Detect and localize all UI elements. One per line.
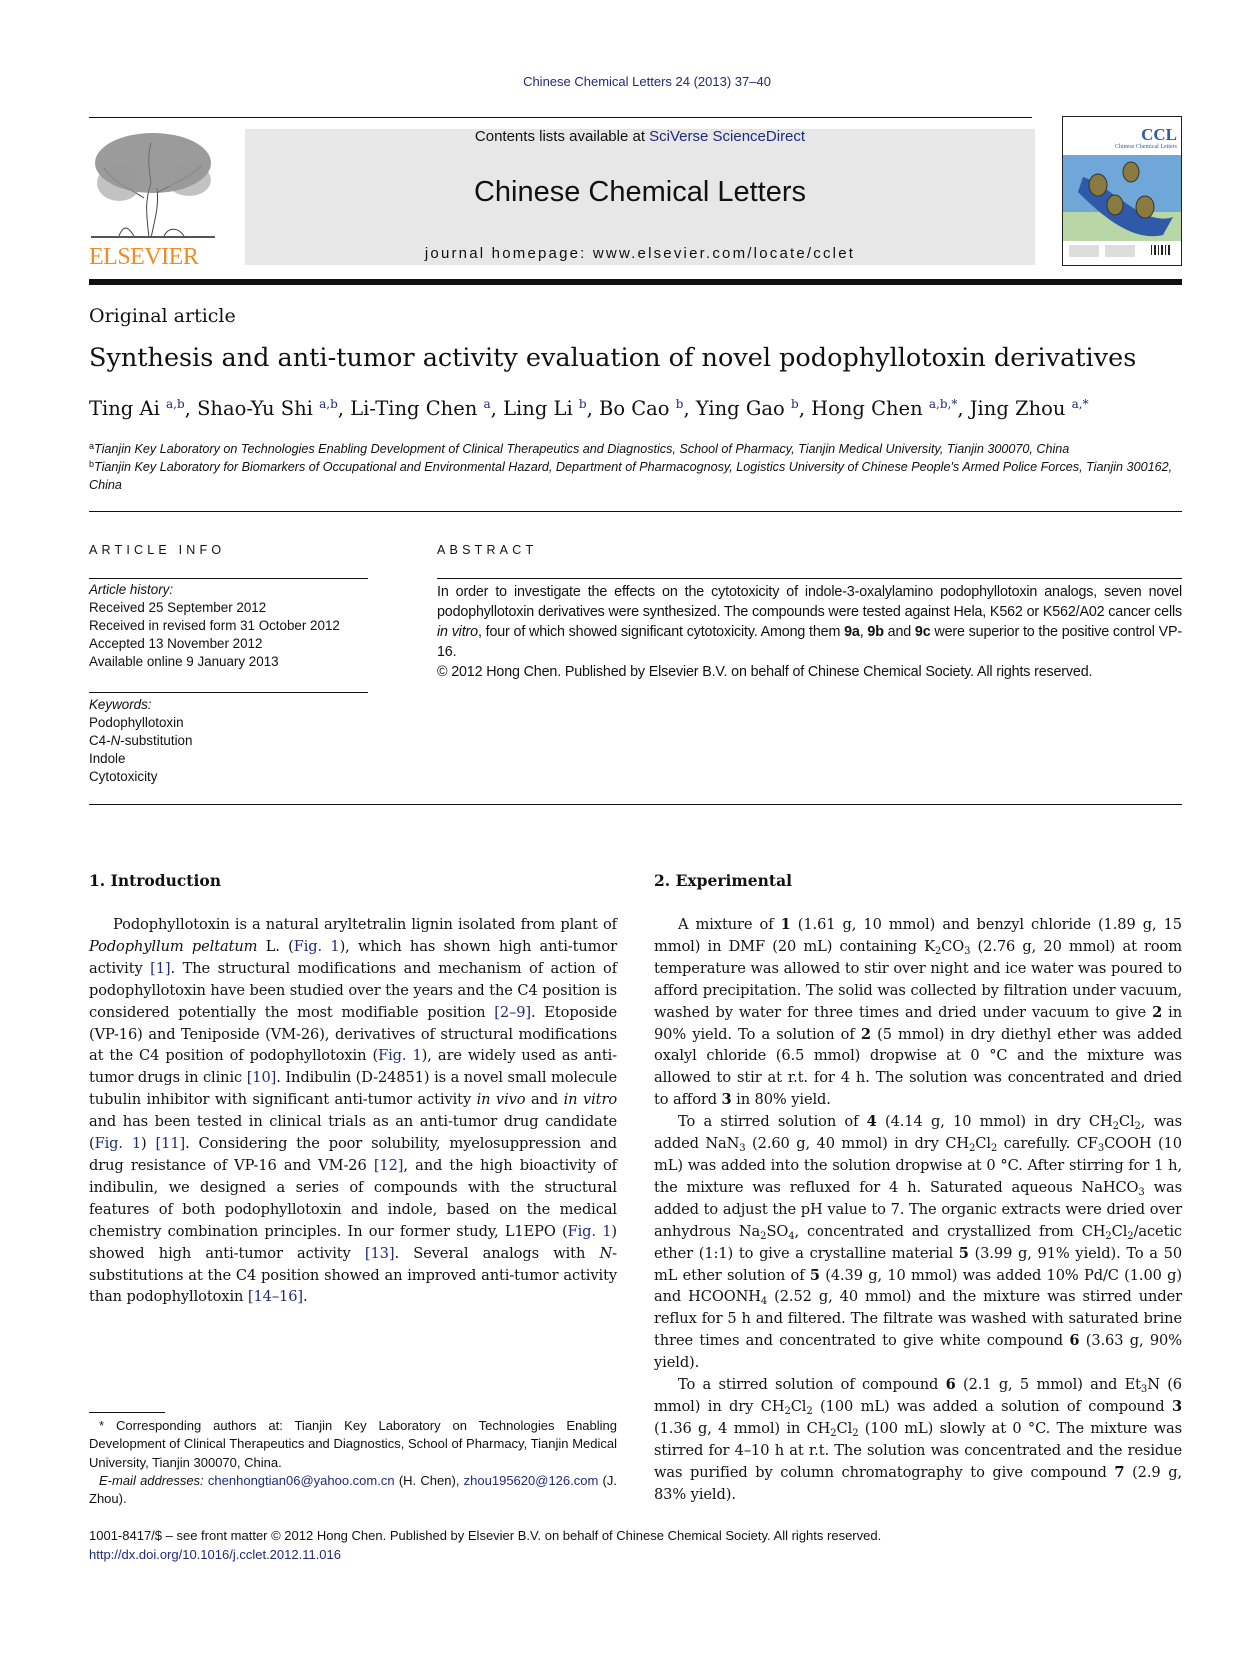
text-run: In order to investigate the effects on the cytotoxicity of indole-3-oxalylamino podophyllotoxin analogs, seven novel podophyllotoxin derivatives were synthesized. The compounds were tested against Hela, K562 or K562/A02 cancer cells xyxy=(437,584,1182,620)
text-run: ), are widely used as anti-tumor drugs in clinic xyxy=(89,1047,617,1087)
citation-link[interactable]: Fig. 1 xyxy=(293,937,340,955)
text-run: 2 xyxy=(806,1405,813,1417)
text-run: in vitro xyxy=(563,1091,618,1109)
elsevier-wordmark: ELSEVIER xyxy=(89,244,199,270)
citation-link[interactable]: [1] xyxy=(150,959,171,977)
text-run: N xyxy=(599,1244,613,1262)
text-run: N (6 mmol) in dry CH xyxy=(654,1376,1182,1415)
keywords xyxy=(89,696,192,786)
text-run: 2 xyxy=(1127,1230,1134,1242)
citation-link[interactable]: [11] xyxy=(155,1135,186,1153)
text-run: Podophyllum peltatum xyxy=(89,937,258,955)
text-run: 3 xyxy=(1097,1143,1105,1155)
text-run: and has been tested in clinical trials as an anti-tumor drug candidate ( xyxy=(89,1113,617,1153)
contents-prefix: Contents lists available at xyxy=(474,128,650,145)
text-run: 5 xyxy=(958,1244,969,1262)
author-name: Hong Chen xyxy=(811,397,929,420)
abstract-copyright: © 2012 Hong Chen. Published by Elsevier B.V. on behalf of Chinese Chemical Society. All rights reserved. xyxy=(437,664,1093,680)
text-run: 4 xyxy=(788,1230,795,1242)
text-run: CO xyxy=(941,937,965,955)
article-title: Synthesis and anti-tumor activity evaluation of novel podophyllotoxin derivatives xyxy=(89,343,1137,373)
text-run: 9a xyxy=(844,624,860,640)
article-history xyxy=(89,581,340,671)
text-run: 9b xyxy=(867,624,884,640)
citation-link[interactable]: Fig. 1 xyxy=(378,1047,422,1065)
text-run: Cl xyxy=(975,1135,991,1153)
keyword: Podophyllotoxin xyxy=(89,715,184,731)
keyword: Indole xyxy=(89,751,126,767)
text-run: (2.1 g, 5 mmol) and Et xyxy=(955,1376,1141,1394)
introduction-body xyxy=(89,914,617,1308)
text-run: (2.76 g, 20 mmol) at room temperature was allowed to stir over night and ice water was poured to afford precipitation. The solid was collected by filtration under vacuum, washed by water for three times and dried under vacuum to give xyxy=(654,937,1183,1021)
paragraph xyxy=(654,1111,1182,1374)
author-name: Jing Zhou xyxy=(969,397,1072,420)
citation-link[interactable]: [12] xyxy=(373,1156,404,1174)
text-run: 3 xyxy=(964,945,971,957)
author-separator: , xyxy=(337,397,351,420)
divider xyxy=(89,804,1182,805)
text-run: 7 xyxy=(1114,1463,1125,1481)
sciencedirect-link[interactable]: SciVerse ScienceDirect xyxy=(649,128,806,145)
citation-link[interactable]: [14–16] xyxy=(247,1288,303,1306)
text-run: (4.14 g, 10 mmol) in dry CH xyxy=(876,1113,1113,1131)
divider xyxy=(437,578,1182,579)
text-run: 5 xyxy=(809,1266,820,1284)
author-affiliation-mark[interactable]: a xyxy=(483,397,491,411)
author-affiliation-mark[interactable]: b xyxy=(791,397,799,411)
footnote-rule xyxy=(89,1412,165,1413)
text-run: Podophyllotoxin is a natural aryltetralin lignin isolated from plant of xyxy=(113,916,617,933)
paragraph xyxy=(89,914,617,1308)
text-run: , was added NaN xyxy=(654,1113,1182,1153)
text-run: (5 mmol) in dry diethyl ether was added oxalyl chloride (6.5 mmol) dropwise at 0 °C and the mixture was allowed to stir at r.t. for 4 h. The solution was concentrated and dried to afford xyxy=(654,1025,1182,1109)
history-received: Received 25 September 2012 xyxy=(89,600,267,616)
affiliation-b xyxy=(89,455,1184,494)
email-addresses xyxy=(89,1472,617,1509)
text-run: (H. Chen), xyxy=(394,1472,464,1488)
paragraph xyxy=(654,914,1182,1111)
experimental-body xyxy=(654,914,1182,1505)
divider xyxy=(89,578,368,579)
text-run: Cl xyxy=(836,1419,853,1437)
abstract-heading: ABSTRACT xyxy=(437,543,538,557)
affiliation-text: Tianjin Key Laboratory on Technologies Enabling Development of Clinical Therapeutics and Diagnostics, School of Pharmacy, Tianjin Medical University, Tianjin 300070, China xyxy=(94,442,1070,456)
text-run: E-mail addresses: xyxy=(99,1472,208,1488)
text-run: 2 xyxy=(830,1427,837,1439)
author-affiliation-mark[interactable]: a,b xyxy=(166,397,185,411)
author-name: Ting Ai xyxy=(89,397,167,420)
history-online: Available online 9 January 2013 xyxy=(89,654,279,670)
journal-cover-thumbnail xyxy=(1062,116,1182,266)
text-run: 2 xyxy=(784,1405,791,1417)
text-run: /acetic ether (1:1) to give a crystalline material xyxy=(654,1222,1182,1262)
page-footer xyxy=(89,1526,881,1564)
text-run: in vitro xyxy=(437,624,478,640)
text-run: (4.39 g, 10 mmol) was added 10% Pd/C (1.00 g) and HCOONH xyxy=(654,1266,1182,1306)
author-separator: , xyxy=(586,397,599,420)
author-name: Li-Ting Chen xyxy=(350,397,484,420)
citation-link[interactable]: [2–9] xyxy=(494,1003,532,1021)
text-run: 3 xyxy=(1140,1384,1148,1396)
citation-link[interactable]: [13] xyxy=(364,1244,395,1262)
text-run: 2 xyxy=(969,1143,976,1155)
author-list xyxy=(89,397,1089,420)
keywords-label: Keywords: xyxy=(89,697,152,712)
text-run: were superior to the positive control VP-16. xyxy=(437,624,1182,660)
text-run: Cl xyxy=(1118,1113,1135,1131)
text-run: -substitutions at the C4 position showed an improved anti-tumor activity than podophyllotoxin xyxy=(89,1244,617,1306)
article-type: Original article xyxy=(89,305,236,327)
text-run: 3 xyxy=(1171,1397,1183,1415)
text-run: (2.52 g, 40 mmol) and the mixture was stirred under reflux for 5 h and filtered. The filtrate was washed with saturated brine three times and concentrated to give white compound xyxy=(654,1288,1182,1350)
text-run: , and the high bioactivity of indibulin, we designed a series of compounds with the structural features of both podophyllotoxin and indole, based on the medical chemistry combination principles. In our former study, L1EPO ( xyxy=(89,1156,617,1240)
text-run: 2 xyxy=(1152,1003,1163,1021)
text-run: 6 xyxy=(945,1376,956,1394)
text-run: ), which has shown high anti-tumor activity xyxy=(89,937,617,977)
keyword: C4-N-substitution xyxy=(89,733,193,749)
author-separator: , xyxy=(683,397,696,420)
text-run: . Indibulin (D-24851) is a novel small molecule tubulin inhibitor with significant anti-tumor activity xyxy=(89,1069,617,1109)
journal-title: Chinese Chemical Letters xyxy=(473,176,807,208)
text-run: 2 xyxy=(1134,1121,1141,1133)
affiliation-mark: a xyxy=(89,441,95,451)
author-name: Bo Cao xyxy=(598,397,676,420)
footnote xyxy=(89,1417,617,1508)
author-separator: , xyxy=(957,397,970,420)
text-run: 1 xyxy=(780,916,791,933)
text-run: 3 xyxy=(721,1091,732,1109)
text-run: 4 xyxy=(760,1296,768,1308)
keyword: Cytotoxicity xyxy=(89,769,158,785)
text-run: . Several analogs with xyxy=(394,1244,600,1262)
affiliation-text: Tianjin Key Laboratory for Biomarkers of Occupational and Environmental Hazard, Department of Pharmacognosy, Logistics University of Chinese People's Armed Police Forces, Tianjin 300162, China xyxy=(89,460,1173,492)
text-run: in vivo xyxy=(476,1091,526,1109)
history-accepted: Accepted 13 November 2012 xyxy=(89,636,263,652)
text-run: (J. Zhou). xyxy=(89,1472,617,1507)
text-run: (2.9 g, 83% yield). xyxy=(654,1463,1182,1503)
text-run: Cl xyxy=(1111,1222,1128,1240)
text-run: To a stirred solution of xyxy=(678,1113,867,1131)
text-run: 2 xyxy=(760,1230,767,1242)
journal-reference: Chinese Chemical Letters 24 (2013) 37–40 xyxy=(523,74,771,89)
author-affiliation-mark[interactable]: a,* xyxy=(1071,397,1089,411)
text-run: , four of which showed significant cytotoxicity. Among them xyxy=(477,624,845,640)
text-run: (1.36 g, 4 mmol) in CH xyxy=(654,1419,831,1437)
text-run: 3 xyxy=(739,1143,746,1155)
affiliation-mark: b xyxy=(89,459,95,469)
author-separator: , xyxy=(184,397,198,420)
citation-link[interactable]: Fig. 1 xyxy=(567,1222,612,1240)
text-run: and xyxy=(883,624,915,640)
abstract-text xyxy=(437,582,1182,682)
divider xyxy=(89,511,1182,512)
divider xyxy=(89,692,368,693)
text-run: (3.99 g, 91% yield). To a 50 mL ether solution of xyxy=(654,1244,1182,1284)
author-separator: , xyxy=(798,397,812,420)
text-run: To a stirred solution of compound xyxy=(678,1376,946,1394)
text-run: 2 xyxy=(990,1143,998,1155)
author-affiliation-mark[interactable]: a,b,* xyxy=(928,397,958,411)
history-label: Article history: xyxy=(89,582,174,597)
front-matter-notice: 1001-8417/$ – see front matter © 2012 Hong Chen. Published by Elsevier B.V. on behalf of Chinese Chemical Society. All rights reserved. xyxy=(89,1528,882,1543)
text-run: in 80% yield. xyxy=(731,1091,831,1109)
author-name: Shao-Yu Shi xyxy=(197,397,320,420)
author-separator: , xyxy=(490,397,504,420)
text-run: ) xyxy=(141,1135,156,1153)
corresponding-author-note: * Corresponding authors at: Tianjin Key Laboratory on Technologies Enabling Development of Clinical Therapeutics and Diagnostics, School of Pharmacy, Tianjin Medical University, Tianjin 300070, China. xyxy=(89,1418,617,1470)
text-run: (1.61 g, 10 mmol) and benzyl chloride (1.89 g, 15 mmol) in DMF (20 mL) containing K xyxy=(654,916,1182,955)
text-run: (3.63 g, 90% yield). xyxy=(654,1332,1182,1372)
citation-link[interactable]: zhou195620@126.com xyxy=(463,1472,599,1488)
text-run: L. ( xyxy=(257,937,294,955)
text-run: . xyxy=(302,1288,308,1306)
cover-subtitle: Chinese Chemical Letters xyxy=(1115,144,1177,150)
article-info-heading: ARTICLE INFO xyxy=(89,543,226,557)
journal-homepage[interactable]: journal homepage: www.elsevier.com/locate/cclet xyxy=(424,245,856,262)
contents-line xyxy=(245,128,1035,145)
text-run: , xyxy=(859,624,868,640)
author-name: Ling Li xyxy=(503,397,579,420)
paragraph xyxy=(654,1374,1182,1505)
text-run: . Considering the poor solubility, myelosuppression and drug resistance of VP-16 and VM-26 xyxy=(89,1135,617,1174)
text-run: carefully. CF xyxy=(997,1135,1098,1153)
text-run: 3 xyxy=(1138,1186,1145,1198)
author-affiliation-mark[interactable]: a,b xyxy=(319,397,338,411)
author-name: Ying Gao xyxy=(695,397,791,420)
text-run: COOH (10 mL) was added into the solution dropwise at 0 °C. After stirring for 1 h, the mixture was refluxed for 4 h. Saturated aqueous NaHCO xyxy=(654,1135,1182,1196)
citation-link[interactable]: [10] xyxy=(246,1069,277,1087)
text-run: . Etoposide (VP-16) and Teniposide (VM-26), derivatives of structural modifications at the C4 position of podophyllotoxin ( xyxy=(89,1003,617,1065)
citation-link[interactable]: chenhongtian06@yahoo.com.cn xyxy=(207,1472,395,1488)
text-run: 9c xyxy=(914,624,931,640)
section-heading-experimental: 2. Experimental xyxy=(654,871,793,890)
cover-title: CCL xyxy=(1141,125,1177,144)
text-run: (100 mL) was added a solution of compound xyxy=(812,1397,1172,1415)
text-run: , concentrated and crystallized from CH xyxy=(794,1222,1106,1240)
text-run: (2.60 g, 40 mmol) in dry CH xyxy=(745,1135,970,1153)
author-affiliation-mark[interactable]: b xyxy=(675,397,684,411)
text-run: 2 xyxy=(1112,1121,1119,1133)
text-run: was added to adjust the pH value to 7. The organic extracts were dried over anhydrous Na xyxy=(654,1178,1182,1240)
text-run: and xyxy=(525,1091,564,1109)
text-run: . The structural modifications and mechanism of action of podophyllotoxin have been studied over the years and the C4 position is considered potentially the most modifiable position xyxy=(89,959,618,1021)
text-run: SO xyxy=(766,1222,789,1240)
masthead-thick-rule xyxy=(89,279,1182,285)
text-run: 2 xyxy=(852,1427,859,1439)
section-heading-introduction: 1. Introduction xyxy=(89,871,221,890)
abstract-body xyxy=(437,582,1182,662)
text-run: Cl xyxy=(790,1397,807,1415)
author-affiliation-mark[interactable]: b xyxy=(578,397,587,411)
citation-link[interactable]: Fig. 1 xyxy=(94,1135,142,1153)
text-run: 2 xyxy=(1105,1230,1112,1242)
text-run: 4 xyxy=(866,1113,877,1131)
text-run: 6 xyxy=(1069,1332,1080,1350)
text-run: 2 xyxy=(934,945,942,957)
doi-link[interactable]: http://dx.doi.org/10.1016/j.cclet.2012.11.016 xyxy=(89,1547,341,1562)
header-rule xyxy=(89,117,1032,118)
text-run: A mixture of xyxy=(678,916,781,933)
text-run: 2 xyxy=(860,1025,871,1043)
text-run: in 90% yield. To a solution of xyxy=(654,1003,1183,1043)
text-run: ) showed high anti-tumor activity xyxy=(89,1222,617,1262)
history-revised: Received in revised form 31 October 2012 xyxy=(89,618,340,634)
text-run: (100 mL) slowly at 0 °C. The mixture was stirred for 4–10 h at r.t. The solution was concentrated and the residue was purified by column chromatography to give compound xyxy=(654,1419,1182,1481)
